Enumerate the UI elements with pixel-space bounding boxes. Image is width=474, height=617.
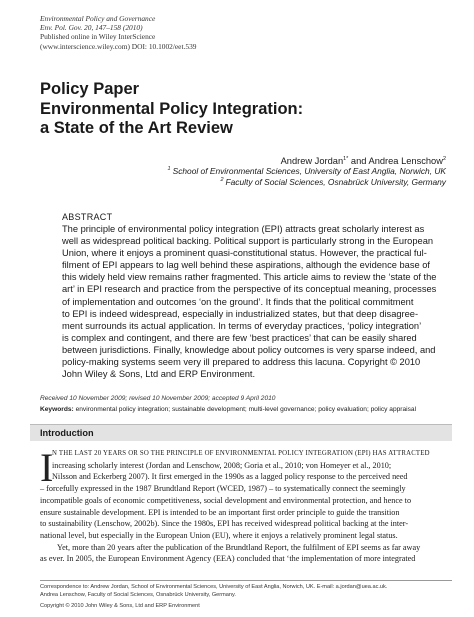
- keywords-label: Keywords:: [40, 406, 74, 413]
- abstract-line: filment of EPI appears to lag well behind these aspirations, although the evidence base of: [62, 260, 430, 271]
- author-1: Andrew Jordan: [280, 156, 344, 166]
- keywords-text: environmental policy integration; sustainable development; multi-level governance; policy evaluation; policy appraisal: [75, 406, 417, 413]
- affiliation-2-text: Faculty of Social Sciences, Osnabrück University, Germany: [225, 177, 446, 187]
- body-first-line: N THE LAST 20 YEARS OR SO THE PRINCIPLE OF ENVIRONMENTAL POLICY INTEGRATION (EPI) HAS ATTRACTED: [52, 450, 430, 457]
- journal-name: Environmental Policy and Governance: [40, 14, 156, 23]
- correspondence-line-2: Andrea Lenschow, Faculty of Social Sciences, Osnabrück University, Germany.: [40, 591, 236, 598]
- abstract-line: this widely held view remains rather fragmented. This article aims to review the ‘state of the: [62, 272, 437, 283]
- correspondence-line-1: Correspondence to: Andrew Jordan, School of Environmental Sciences, University of East Anglia, Norwich, UK. E-mail: a.jordan@uea.ac.uk.: [40, 584, 388, 590]
- abstract-line: is complex and contingent, and there are few ‘best practices’ that can be easily shared: [62, 332, 417, 343]
- introduction-heading: Introduction: [40, 428, 94, 438]
- abstract-line: well as widespread political backing. Political support is particularly strong in the European: [62, 236, 434, 247]
- body-line: to sustainability (Lenschow, 2002b). Since the 1980s, EPI has received widespread political backing at the inter-: [40, 519, 409, 529]
- body-line: – forcefully expressed in the 1987 Brundtland Report (WCED, 1987) – to systematically connect the seemingly: [40, 484, 406, 494]
- author-1-marks: 1*: [343, 155, 349, 162]
- abstract-line: John Wiley & Sons, Ltd and ERP Environment.: [62, 369, 256, 380]
- author-conjunction: and Andrea Lenschow: [350, 156, 443, 166]
- journal-header: [40, 14, 440, 51]
- abstract-line: Union, where it enjoys a prominent quasi-constitutional status. However, the practical ful-: [62, 248, 427, 259]
- abstract-line: ment surrounds its actual application. In terms of everyday practices, ‘policy integration’: [62, 320, 422, 331]
- title-line-2: Environmental Policy Integration:: [40, 99, 304, 118]
- abstract-heading: ABSTRACT: [62, 212, 113, 222]
- author-2-mark: 2: [442, 155, 446, 162]
- abstract-line: policy-making systems seem very ill prepared to address this lacuna. Copyright © 2010: [62, 357, 421, 368]
- affiliation-1-mark: 1: [167, 166, 171, 173]
- affiliation-2-mark: 2: [220, 177, 224, 184]
- affiliation-2: [168, 177, 446, 188]
- title-line-1: Policy Paper: [40, 80, 140, 98]
- abstract-body: [62, 223, 452, 380]
- body-line: as ever. In 2005, the European Environment Agency (EEA) concluded that ‘the implementation of more integrated: [40, 554, 416, 564]
- body-line: Yet, more than 20 years after the publication of the Brundtland Report, the fulfilment of EPI seems as far away: [57, 542, 421, 552]
- introduction-body: [40, 445, 452, 565]
- copyright-notice: Copyright © 2010 John Wiley & Sons, Ltd and ERP Environment: [40, 603, 200, 609]
- affiliations: [168, 166, 446, 188]
- drop-cap: I: [40, 445, 54, 490]
- affiliation-1: [168, 166, 446, 177]
- body-line: increasing scholarly interest (Jordan and Lenschow, 2008; Goria et al., 2010; von Homeyer et al., 2010;: [52, 460, 392, 470]
- title-line-3: a State of the Art Review: [40, 119, 233, 137]
- body-line: ensure sustainable development. EPI is intended to be an important first order principle to guide the transition: [40, 507, 400, 517]
- journal-citation: Env. Pol. Gov. 20, 147–158 (2010): [40, 23, 143, 33]
- abstract-line: to EPI is indeed widespread, especially in industrialized states, but that deep disagree-: [62, 308, 419, 319]
- body-line: incompatible goals of economic competitiveness, social development and environmental protection, and hence to: [40, 495, 412, 505]
- body-line: Nilsson and Eckerberg 2007). It first emerged in the 1990s as a lagged policy response to the perceived need: [52, 472, 408, 482]
- submission-dates: Received 10 November 2009; revised 10 November 2009; accepted 9 April 2010: [40, 395, 276, 402]
- article-title: [40, 80, 440, 139]
- keywords: [40, 406, 416, 413]
- body-line: national level, but especially in the European Union (EU), where it enjoys a relatively prominent legal status.: [40, 530, 398, 540]
- abstract-line: between jurisdictions. Finally, knowledge about policy outcomes is very sparse indeed, and: [62, 344, 436, 355]
- correspondence-footnote: [40, 580, 452, 599]
- abstract-line: of implementation and outcomes ‘on the ground’. It finds that the political commitment: [62, 296, 414, 307]
- affiliation-1-text: School of Environmental Sciences, University of East Anglia, Norwich, UK: [172, 166, 446, 176]
- abstract-line: art’ in EPI research and practice from the perspective of its conceptual meaning, processes: [62, 284, 437, 295]
- abstract-line: The principle of environmental policy integration (EPI) attracts great scholarly interest as: [62, 224, 425, 234]
- published-online: Published online in Wiley InterScience: [40, 32, 156, 42]
- doi-line[interactable]: (www.interscience.wiley.com) DOI: 10.1002/eet.539: [40, 41, 197, 51]
